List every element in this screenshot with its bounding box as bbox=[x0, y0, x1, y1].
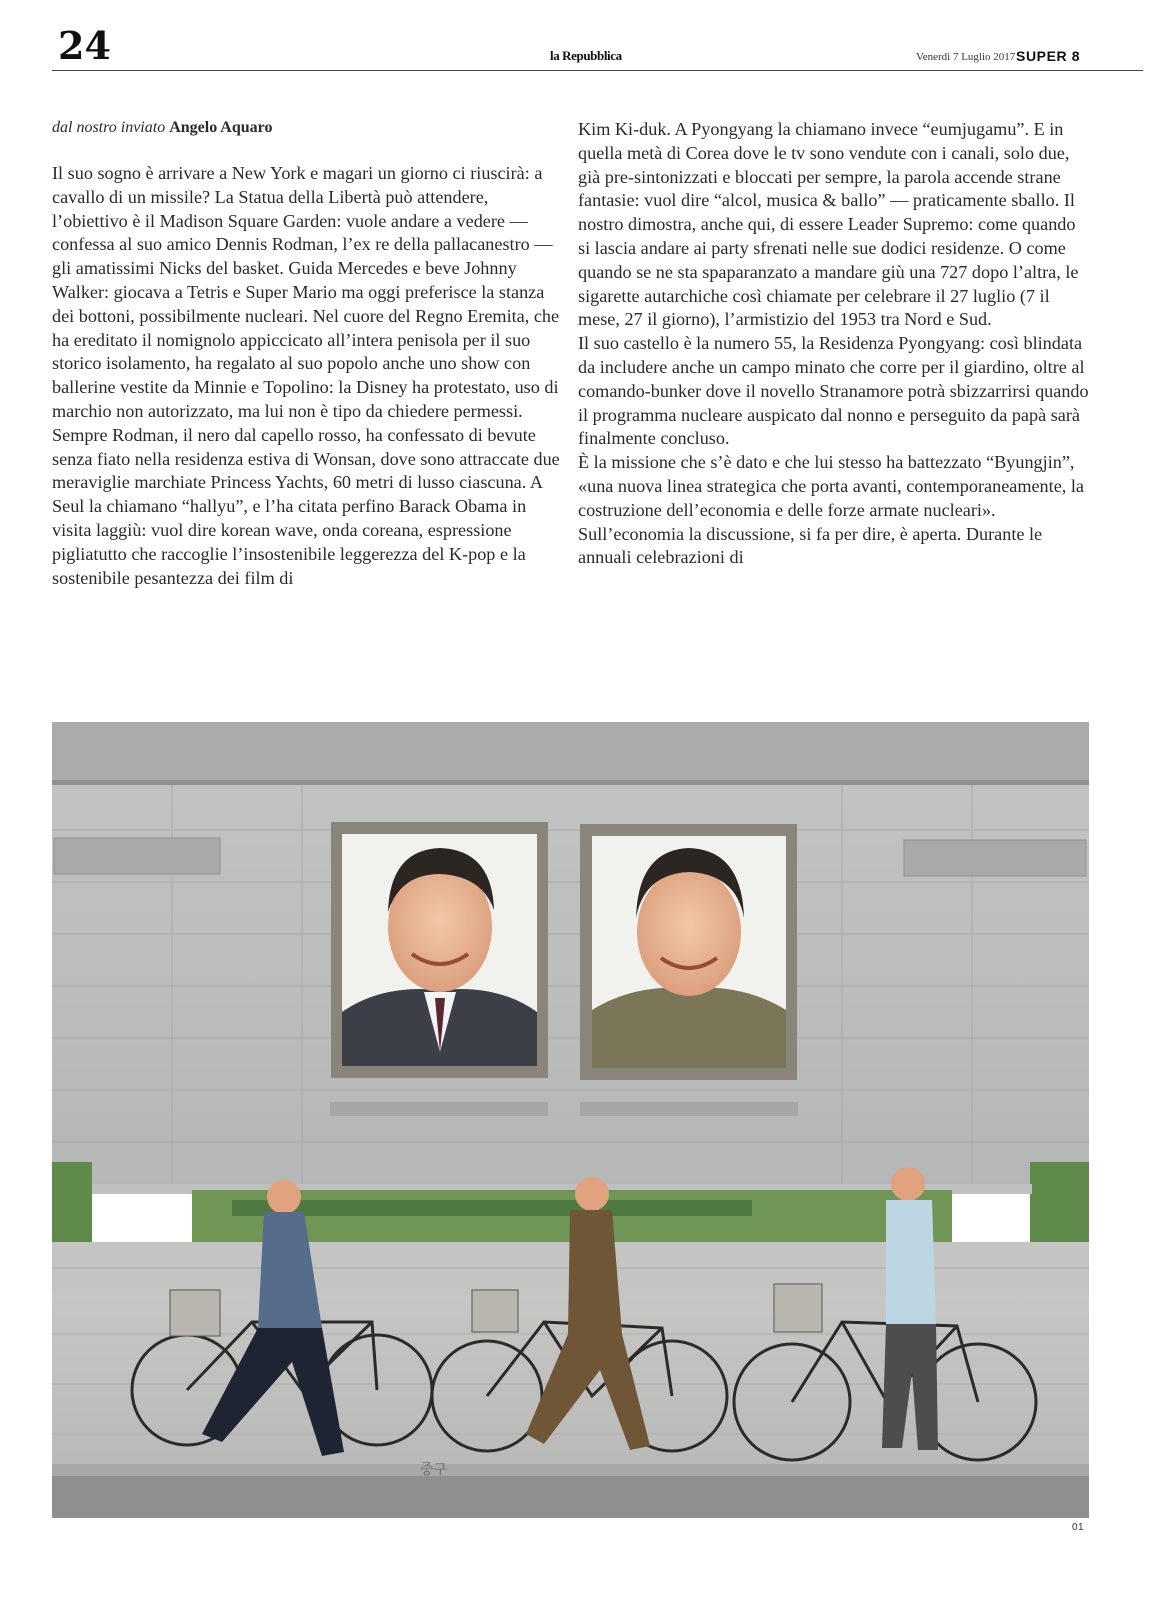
article-photo bbox=[52, 722, 1089, 1518]
issue-date: Venerdì 7 Luglio 2017 bbox=[916, 51, 1016, 63]
byline bbox=[52, 118, 562, 138]
photo-number: 01 bbox=[1072, 1522, 1085, 1533]
article-paragraph: È la missione che s’è dato e che lui stesso ha battezzato “Byungjin”, «una nuova linea strategica che porta avanti, contemporaneamente, la costruzione dell’economia e delle forze armate nucleari». Sull’economia la discussione, si fa per dire, è aperta. Durante le annuali celebrazioni di bbox=[578, 452, 1084, 568]
pavement-marking: 중구 bbox=[420, 1462, 448, 1478]
newspaper-masthead: la Repubblica bbox=[550, 48, 622, 63]
article-column-left bbox=[52, 118, 562, 590]
page-number: 24 bbox=[58, 23, 111, 68]
byline-author: Angelo Aquaro bbox=[169, 119, 273, 136]
byline-intro: dal nostro inviato bbox=[52, 119, 166, 136]
page-header bbox=[52, 24, 1143, 71]
article-paragraph: Il suo sogno è arrivare a New York e magari un giorno ci riuscirà: a cavallo di un missile? La Statua della Libertà può attendere, l’obiettivo è il Madison Square Garden: vuole andare a vedere — confessa al suo amico Dennis Rodman, l’ex re della pallacanestro — gli amatissimi Nicks del basket. Guida Mercedes e beve Johnny Walker: giocava a Tetris e Super Mario ma oggi preferisce la stanza dei bottoni, possibilmente nucleari. Nel cuore del Regno Eremita, che ha ereditato il nomignolo appiccicato all’intera penisola per il suo storico isolamento, ha regalato al suo popolo anche uno show con ballerine vestite da Minnie e Topolino: la Disney ha protestato, uso di marchio non autorizzato, ma lui non è tipo da chiedere permessi. Sempre Rodman, il nero dal capello rosso, ha confessato di bevute senza fiato nella residenza estiva di Wonsan, dove sono attraccate due meraviglie marchiate Princess Yachts, 60 metri di lusso ciascuna. A Seul la chiamano “hallyu”, e l’ha citata perfino Barack Obama in visita laggiù: vuol dire korean wave, onda coreana, espressione pigliatutto che raccoglie l’insostenibile leggerezza del K-pop e la sostenibile pesantezza dei film di bbox=[52, 163, 560, 588]
section-name: SUPER 8 bbox=[1016, 48, 1081, 64]
article-paragraph: Kim Ki-duk. A Pyongyang la chiamano invece “eumjugamu”. E in quella metà di Corea dove le tv sono vendute con i canali, solo due, già pre-sintonizzati e bloccati per sempre, la parola accende strane fantasie: vuol dire “alcol, musica & ballo” — praticamente sballo. Il nostro dimostra, anche qui, di essere Leader Supremo: come quando si lascia andare ai party sfrenati nelle sue dodici residenze. O come quando se ne sta spaparanzato a mandare giù una 727 dopo l’altra, le sigarette autarchiche così chiamate per celebrare il 27 luglio (7 il mese, 27 il giorno), l’armistizio del 1953 tra Nord e Sud. bbox=[578, 119, 1079, 330]
article-paragraph: Il suo castello è la numero 55, la Residenza Pyongyang: così blindata da includere anche un campo minato che corre per il giardino, oltre al comando-bunker dove il novello Stranamore potrà sbizzarrirsi quando il programma nucleare auspicato dal nonno e perseguito da papà sarà finalmente concluso. bbox=[578, 333, 1089, 449]
article-column-right bbox=[578, 118, 1090, 570]
